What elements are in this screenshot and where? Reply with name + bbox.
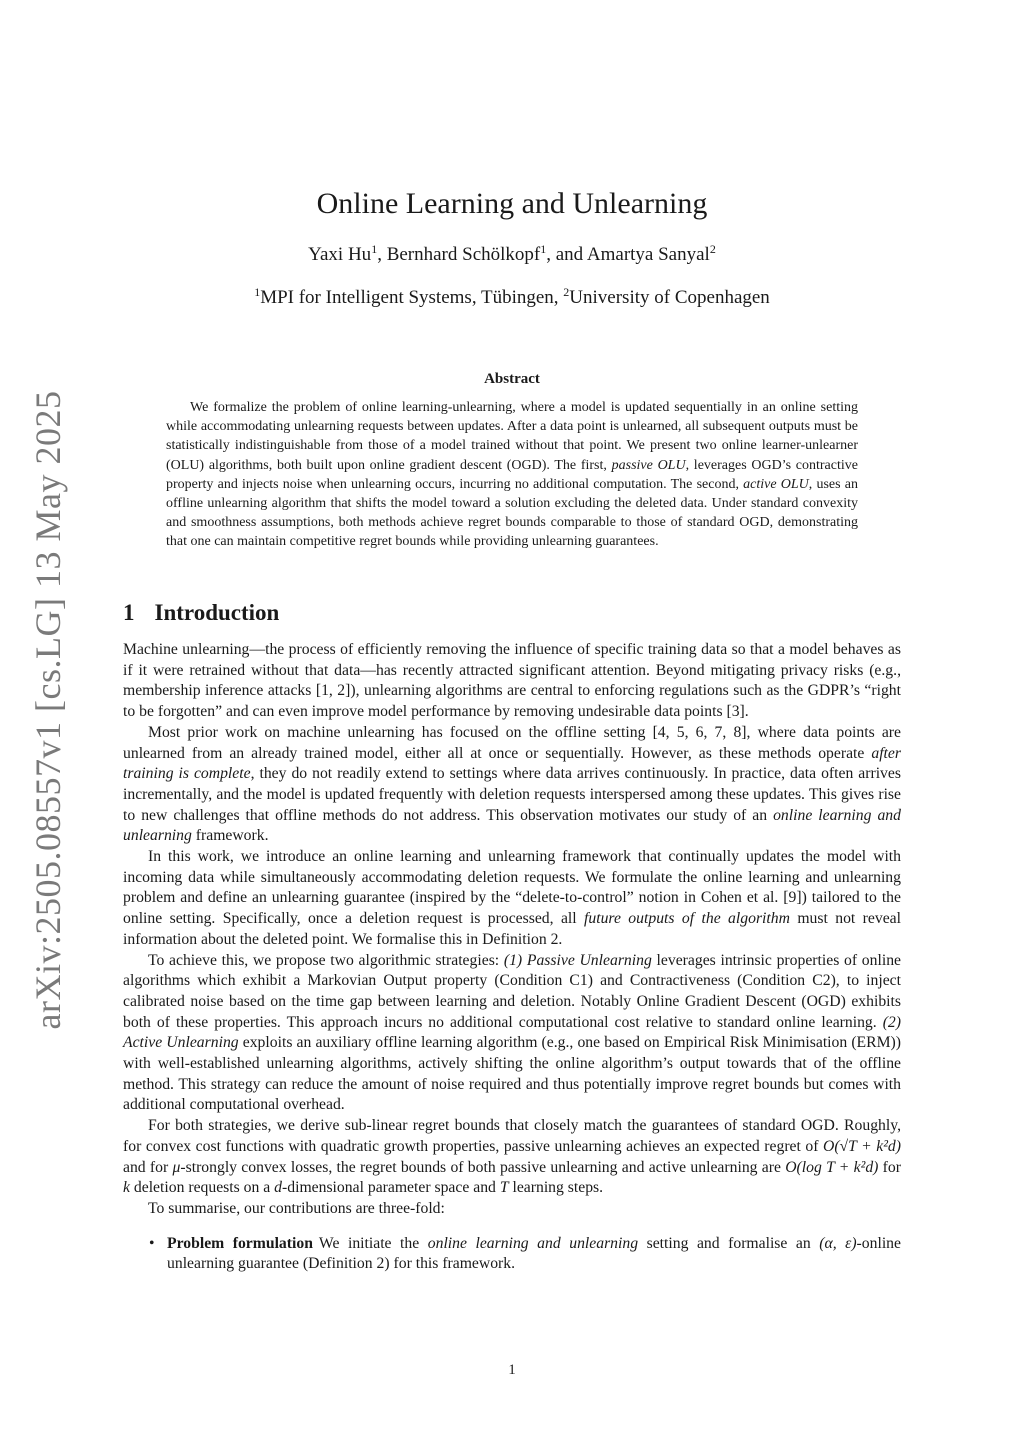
math-symbol: μ <box>172 1158 181 1176</box>
affiliation-mark: 2 <box>563 285 570 299</box>
author-list <box>0 242 1024 268</box>
emphasis-text: online learning and unlearning <box>427 1234 639 1252</box>
paragraph <box>123 723 901 847</box>
abstract-text: We formalize the problem of online learning-unlearning, where a model is updated sequentially in an online setting while accommodating unlearning requests between updates. After a data point is unlearned, all subsequent outputs must be statistically indistinguishable from those of a model trained without that point. We present two online learner-unlearner (OLU) algorithms, both built upon online gradient descent (OGD). The first, <box>166 400 858 473</box>
affiliation-mark: 2 <box>709 242 716 256</box>
affiliation-text: MPI for Intelligent Systems, Tübingen, <box>260 287 564 308</box>
paragraph-text: learning steps. <box>508 1179 604 1197</box>
emphasis-text: after training is complete <box>123 744 901 783</box>
paragraph-text: framework. <box>191 827 269 845</box>
paragraph-text: exploits an auxiliary offline learning algorithm (e.g., one based on Empirical Risk Minimisation (ERM)) with well-established unlearning algorithms, actively shifting the online algorithm’s output towards that of the offline method. This strategy can reduce the amount of noise required and thus potentially improve regret bounds but comes with additional computational overhead. <box>123 1034 901 1114</box>
section-body <box>123 640 901 1275</box>
affiliation-mark: 1 <box>540 242 547 256</box>
affiliation-list <box>0 285 1024 311</box>
paragraph: Machine unlearning—the process of efficiently removing the influence of specific training data so that a model behaves as if it were retrained without that data—has recently attracted significant attention. Beyond mitigating privacy risks (e.g., membership inference attacks [1, 2]), unlearning algorithms are central to enforcing regulations such as the GDPR’s “right to be forgotten” and can even improve model performance by removing undesirable data points [3]. <box>123 641 901 721</box>
affiliation-text: University of Copenhagen <box>569 287 770 308</box>
math-symbol: d <box>274 1179 283 1197</box>
paragraph-text: , they do not readily extend to settings where data arrives continuously. In practice, data often arrives incrementally, and the model is updated frequently with deletion requests interspersed among these updates. This gives rise to new challenges that offline methods do not address. This observation motivates our study of an <box>123 765 901 824</box>
paragraph-text: To achieve this, we propose two algorithmic strategies: <box>148 951 504 969</box>
arxiv-side-stamp <box>0 0 68 1030</box>
paragraph-text: deletion requests on a <box>129 1179 275 1197</box>
affiliation-mark: 1 <box>254 285 261 299</box>
math-symbol: T <box>499 1179 509 1197</box>
emphasis-text: (2) Active Unlearning <box>123 1013 901 1052</box>
author-separator: , and <box>546 244 587 265</box>
section-number: 1 <box>123 600 135 625</box>
math-expression: (α, ε) <box>819 1234 857 1252</box>
contribution-list <box>123 1234 901 1275</box>
section-heading <box>123 598 279 628</box>
math-expression: O(log T + k²d) <box>785 1158 879 1176</box>
paragraph-text: for <box>878 1158 901 1176</box>
arxiv-id-text: arXiv:2505.08557v1 [cs.LG] 13 May 2025 <box>28 390 68 1030</box>
paragraph-text: -dimensional parameter space and <box>282 1179 500 1197</box>
emphasis-text: future outputs of the algorithm <box>584 910 790 928</box>
paper-title: Online Learning and Unlearning <box>316 187 708 220</box>
paragraph <box>123 847 901 951</box>
author-separator: , <box>377 244 387 265</box>
list-item-text: We initiate the <box>318 1234 428 1252</box>
abstract-emphasis: active OLU <box>743 476 809 492</box>
list-item <box>123 1234 901 1275</box>
paragraph-text: leverages intrinsic properties of online algorithms which exhibit a Markovian Output property (Condition C1) and Contractiveness (Condition C2), to inject calibrated noise based on the time gap between learning and deletion. Notably Online Gradient Descent (OGD) exhibits both of these properties. This approach incurs no additional computational cost relative to standard online learning. <box>123 951 901 1031</box>
list-item-lead: Problem formulation <box>167 1234 313 1252</box>
paragraph-text: -strongly convex losses, the regret bounds of both passive unlearning and active unlearning are <box>180 1158 786 1176</box>
paragraph: To summarise, our contributions are three-fold: <box>148 1199 445 1217</box>
paragraph-text: must not reveal information about the deleted point. We formalise this in Definition 2. <box>123 910 901 948</box>
abstract-text: , leverages OGD’s contractive property and injects noise when unlearning occurs, incurring no additional computation. The second, <box>166 457 858 492</box>
paragraph-text: For both strategies, we derive sub-linear regret bounds that closely match the guarantees of standard OGD. Roughly, for convex cost functions with quadratic growth properties, passive unlearning achieves an expected regret of <box>123 1117 901 1155</box>
abstract-body <box>166 398 858 552</box>
paragraph <box>123 951 901 1117</box>
author-name: Bernhard Schölkopf <box>386 244 541 265</box>
section-title: Introduction <box>154 600 280 625</box>
paragraph-text: Most prior work on machine unlearning has focused on the offline setting [4, 5, 6, 7, 8], where data points are unlearned from an already trained model, either all at once or sequentially. However, as these methods operate <box>123 723 901 762</box>
affiliation-mark: 1 <box>371 242 378 256</box>
list-item-text: setting and formalise an <box>638 1234 820 1252</box>
author-name: Yaxi Hu <box>308 244 372 265</box>
abstract-emphasis: passive OLU <box>611 457 686 473</box>
paragraph-text: and for <box>123 1158 173 1176</box>
page-number: 1 <box>508 1362 516 1378</box>
paragraph-text: In this work, we introduce an online learning and unlearning framework that continually updates the model with incoming data while simultaneously accommodating deletion requests. We formulate the online learning and unlearning problem and define an unlearning guarantee (inspired by the “delete-to-control” notion in Cohen et al. [9]) tailored to the online setting. Specifically, once a deletion request is processed, all <box>123 848 901 928</box>
list-item-text: -online unlearning guarantee (Definition 2) for this framework. <box>167 1234 901 1273</box>
emphasis-text: (1) Passive Unlearning <box>503 951 652 969</box>
emphasis-text: online learning and unlearning <box>123 806 901 845</box>
math-symbol: k <box>123 1179 130 1197</box>
paragraph <box>123 1116 901 1199</box>
bullet-marker: • <box>149 1234 155 1252</box>
author-name: Amartya Sanyal <box>586 244 710 265</box>
math-expression: O(√T + k²d) <box>823 1137 901 1155</box>
abstract-text: , uses an offline unlearning algorithm that shifts the model toward a solution excluding the deleted data. Under standard convexity and smoothness assumptions, both methods achieve regret bounds comparable to those of standard OGD, demonstrating that one can maintain competitive regret bounds while providing unlearning guarantees. <box>166 476 858 550</box>
abstract-heading: Abstract <box>484 371 540 387</box>
